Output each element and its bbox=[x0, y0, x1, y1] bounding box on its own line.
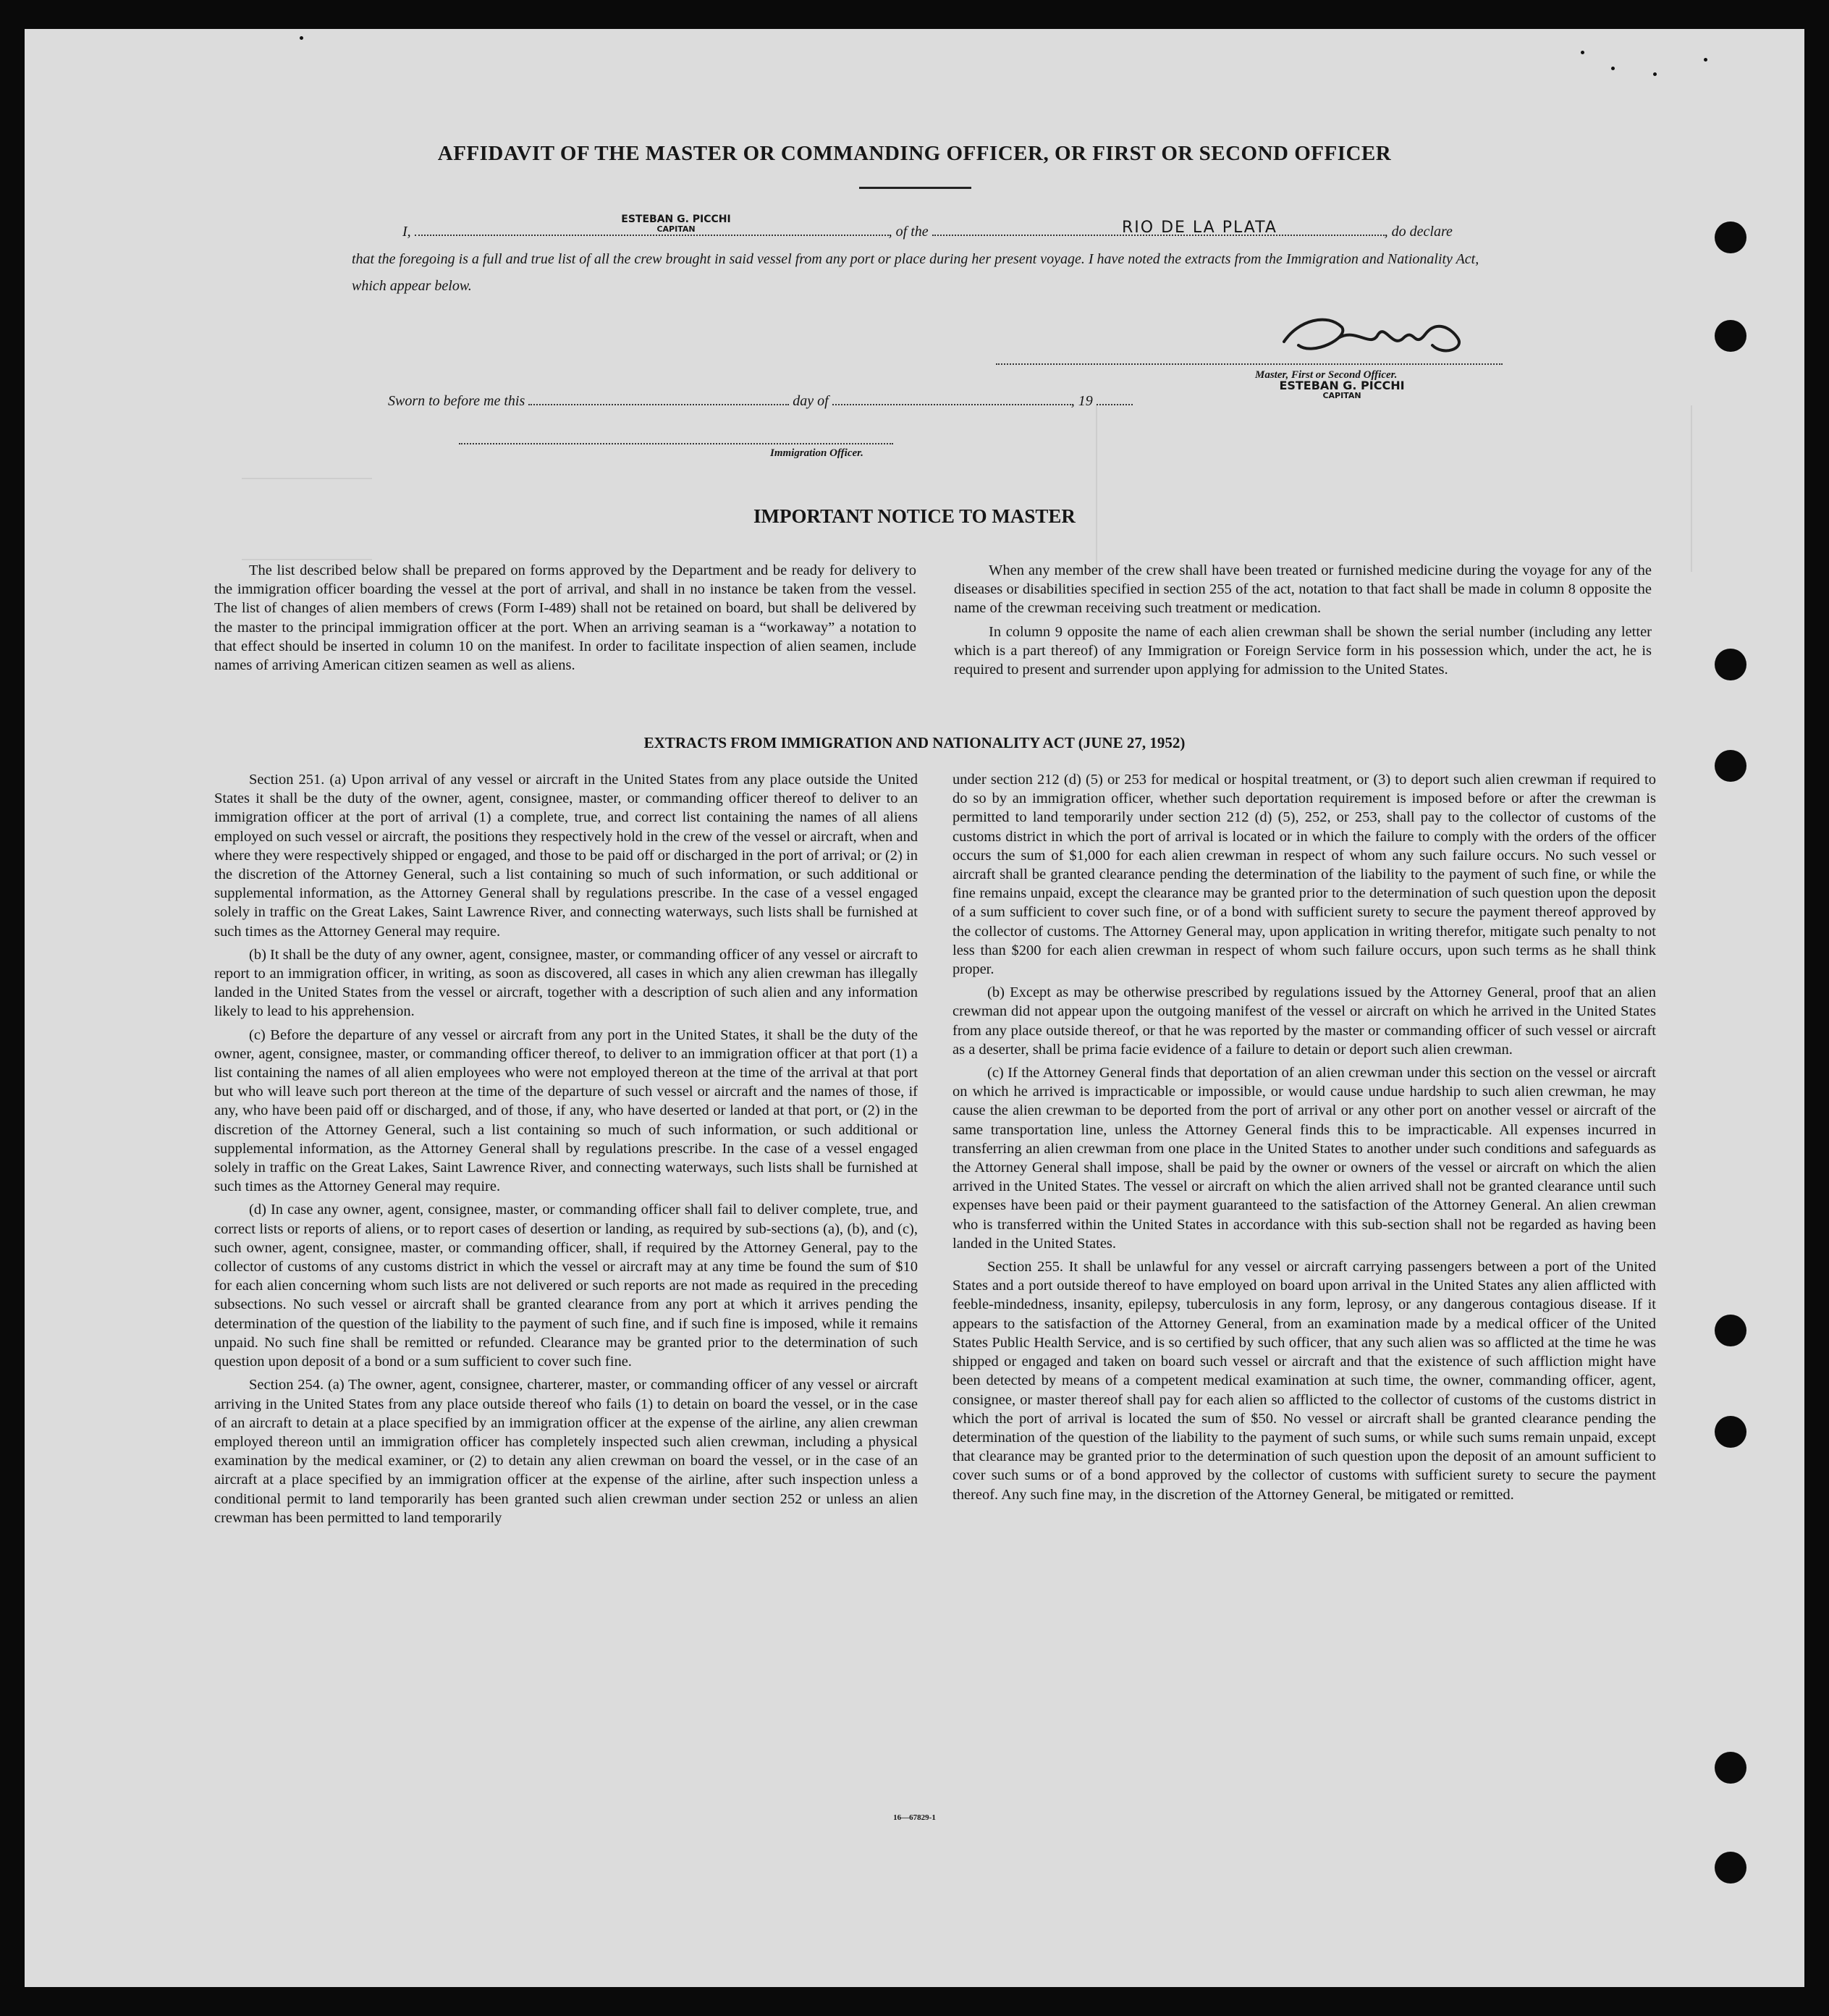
notice-paragraph: In column 9 opposite the name of each alien crewman shall be shown the serial number (including any letter which is a part thereof) of any Immigration or Foreign Service form in his possession which, under the act, he is required to present and surrender upon applying for admission to the United States. bbox=[954, 623, 1652, 678]
punch-hole bbox=[1715, 1752, 1746, 1784]
signature-line[interactable] bbox=[996, 363, 1503, 365]
form-code: 16—67829-1 bbox=[893, 1813, 936, 1822]
scan-speck bbox=[1611, 67, 1615, 70]
punch-hole bbox=[1715, 1315, 1746, 1346]
document-page bbox=[25, 29, 1804, 1987]
signature-stamp: ESTEBAN G. PICCHI CAPITAN bbox=[1279, 379, 1405, 400]
scan-speck bbox=[1653, 72, 1657, 76]
declaration-text: that the foregoing is a full and true list of all the crew brought in said vessel from any port or place during her present voyage. I have noted the extracts from the Immigration and Nationality Act, which appear below. bbox=[352, 251, 1479, 294]
declaration-line: I, , of the , do declare bbox=[402, 222, 1453, 240]
scan-speck bbox=[300, 36, 303, 40]
vessel-name-value: RIO DE LA PLATA bbox=[1122, 219, 1277, 237]
signature-scribble bbox=[1270, 305, 1479, 371]
signature-label: Master, First or Second Officer. bbox=[1255, 369, 1398, 381]
scan-speck bbox=[1581, 51, 1584, 54]
show-through-marks bbox=[1096, 405, 1692, 572]
section-paragraph: (b) It shall be the duty of any owner, agent, consignee, master, or commanding officer of any vessel or aircraft to report to an immigration officer, in writing, as soon as discovered, all cases in which any alien crewman has illegally landed in the United States from the vessel or aircraft, together with a description of such alien and any information likely to lead to his apprehension. bbox=[214, 946, 918, 1020]
title-divider bbox=[859, 187, 971, 189]
notice-paragraph: The list described below shall be prepared on forms approved by the Department and be ready for delivery to the immigration officer boarding the vessel at the port of arrival, and shall in no instance be taken from the vessel. The list of changes of alien members of crews (Form I-489) shall not be retained on board, but shall be delivered by the master to the principal immigration officer at the port. When an arriving seaman is a “workaway” a notation to that effect should be inserted in column 10 on the manifest. In order to facilitate inspection of alien seamen, include names of arriving American citizen seamen as well as aliens. bbox=[214, 562, 916, 674]
sworn-month-field[interactable] bbox=[832, 391, 1071, 405]
officer-name-stamp: ESTEBAN G. PICCHI CAPITAN bbox=[621, 214, 731, 234]
punch-hole bbox=[1715, 649, 1746, 680]
section-paragraph: Section 254. (a) The owner, agent, consignee, charterer, master, or commanding officer of any vessel or aircraft arriving in the United States from any place outside thereof who fails (1) to detain on board the vessel, or in the case of an aircraft to detain at a place specified by an immigration officer at the expense of the airline, any alien crewman employed thereon until an immigration officer has completely inspected such alien crewman, including a physical examination by the medical examiner, or (2) to detain any alien crewman on board the vessel, or in the case of an aircraft at a place specified by an immigration officer at the expense of the airline, after such inspection unless a conditional permit to land temporarily has been granted such alien crewman under section 252 or unless an alien crewman has been permitted to land temporarily bbox=[214, 1377, 918, 1526]
section-paragraph: Section 251. (a) Upon arrival of any vessel or aircraft in the United States from any place outside the United States it shall be the duty of the owner, agent, consignee, master, or commanding officer thereof to deliver to an immigration officer at the port of arrival (1) a complete, true, and correct list containing the names of all aliens employed on such vessel or aircraft, the positions they respectively hold in the crew of the vessel or aircraft, when and where they were respectively shipped or engaged, and those to be paid off or discharged in the port of arrival; or (2) in the discretion of the Attorney General, such a list containing so much of such information, or such additional or supplemental information, as the Attorney General shall by regulations prescribe. In the case of a vessel engaged solely in traffic on the Great Lakes, Saint Lawrence River, and connecting waterways, such lists shall be furnished at such times as the Attorney General may require. bbox=[214, 772, 918, 940]
extracts-right-column bbox=[952, 770, 1656, 1509]
section-paragraph: (c) Before the departure of any vessel or aircraft from any port in the United States, it shall be the duty of the owner, agent, consignee, master, or commanding officer thereof, to deliver to an immigration officer at that port (1) a list containing the names of all alien employees who were not employed thereon at the time of the arrival at that port but who will leave such port thereon at the time of the departure of such vessel or aircraft and the names of those, if any, who have been paid off or discharged, and of those, if any, who have deserted or landed at that port, or (2) in the discretion of the Attorney General, such a list containing so much of such information, or such additional or supplemental information, as the Attorney General shall by regulations prescribe. In the case of a vessel engaged solely in traffic on the Great Lakes, Saint Lawrence River, and connecting waterways, such lists shall be furnished at such times as the Attorney General may require. bbox=[214, 1026, 918, 1195]
section-paragraph: under section 212 (d) (5) or 253 for medical or hospital treatment, or (3) to deport such alien crewman if required to do so by an immigration officer, whether such deportation requirement is imposed before or after the crewman is permitted to land temporarily under section 212 (d) (5), 252, or 253, shall pay to the collector of customs of the customs district in which the port of arrival is located or in which the failure to comply with the orders of the officer occurs the sum of $1,000 for each alien crewman in respect of whom any such failure occurs. No such vessel or aircraft shall be granted clearance pending the determination of the liability to the payment of such fine, or while the fine remains unpaid, except the clearance may be granted prior to the determination of such question upon the deposit of a sum sufficient to cover such fine, or of a bond with sufficient surety to secure the payment thereof approved by the collector of customs. The Attorney General may, upon application in writing therefor, mitigate such penalty to not less than $200 for each alien crewman in respect of whom such failure occurs, upon such terms as he shall think proper. bbox=[952, 772, 1656, 978]
punch-hole bbox=[1715, 222, 1746, 253]
notice-title: IMPORTANT NOTICE TO MASTER bbox=[753, 505, 1076, 527]
sworn-year-field[interactable] bbox=[1097, 391, 1133, 405]
page-title: AFFIDAVIT OF THE MASTER OR COMMANDING OFFICER, OR FIRST OR SECOND OFFICER bbox=[437, 142, 1392, 165]
punch-hole bbox=[1715, 1852, 1746, 1884]
immigration-officer-line[interactable] bbox=[459, 443, 893, 444]
punch-hole bbox=[1715, 1416, 1746, 1448]
immigration-officer-label: Immigration Officer. bbox=[770, 447, 863, 459]
section-paragraph: (b) Except as may be otherwise prescribed by regulations issued by the Attorney General, proof that an alien crewman did not appear upon the outgoing manifest of the vessel or aircraft on which he arrived in the United States from any place outside thereof, or that he was reported by the master or commanding officer of such vessel or aircraft as a deserter, shall be prima facie evidence of a failure to detain or deport such alien crewman. bbox=[952, 984, 1656, 1058]
extracts-title: EXTRACTS FROM IMMIGRATION AND NATIONALITY ACT (JUNE 27, 1952) bbox=[643, 734, 1186, 751]
punch-hole bbox=[1715, 320, 1746, 352]
sworn-line: Sworn to before me this day of , 19 bbox=[388, 391, 1133, 410]
section-paragraph: Section 255. It shall be unlawful for any vessel or aircraft carrying passengers between a port of the United States and a port outside thereof to have employed on board upon arrival in the United States any alien afflicted with feeble-mindedness, insanity, epilepsy, tuberculosis in any form, leprosy, or any dangerous contagious disease. If it appears to the satisfaction of the Attorney General, from an examination made by a medical officer of the United States Public Health Service, and is so certified by such officer, that any such alien was so afflicted at the time he was shipped or engaged and taken on board such vessel or aircraft and that the existence of such affliction might have been detected by means of a competent medical examination at such time, the owner, commanding officer, agent, consignee, or master thereof shall pay for each alien so afflicted to the collector of customs of the customs district in which the port of arrival is located the sum of $50. No vessel or aircraft shall be granted clearance pending the determination of the question of the liability to the payment of such sums, or while such sums remain unpaid, except that clearance may be granted prior to the determination of such question upon the deposit of an amount sufficient to cover such sums or of a bond approved by the collector of customs with sufficient surety to secure the payment thereof. Any such fine may, in the discretion of the Attorney General, be mitigated or remitted. bbox=[952, 1259, 1656, 1503]
section-paragraph: (c) If the Attorney General finds that deportation of an alien crewman under this section on the vessel or aircraft on which he arrived is impracticable or impossible, or would cause undue hardship to such alien crewman, he may cause the alien crewman to be deported from the port of arrival or any other port on another vessel or aircraft of the same transportation line, unless the Attorney General finds this to be impracticable. All expenses incurred in transferring an alien crewman from one place in the United States to another under such conditions and safeguards as the Attorney General shall impose, shall be paid by the owner or owners of the vessel or aircraft on which the alien arrived in the United States. The vessel or aircraft on which the alien arrived shall not be granted clearance until such expenses have been paid or their payment guaranteed to the satisfaction of the Attorney General. An alien crewman who is transferred within the United States in accordance with this sub-section shall not be regarded as having been landed in the United States. bbox=[952, 1065, 1656, 1252]
notice-left-column bbox=[214, 561, 916, 679]
extracts-left-column bbox=[214, 770, 918, 1532]
notice-right-column bbox=[954, 561, 1652, 683]
section-paragraph: (d) In case any owner, agent, consignee, master, or commanding officer shall fail to deliver complete, true, and correct lists or reports of aliens, or to report cases of desertion or landing, as required by sub-sections (a), (b), and (c), such owner, agent, consignee, master, or commanding officer, shall, if required by the Attorney General, pay to the collector of customs of any customs district in which the vessel or aircraft may at any time be found the sum of $10 for each alien concerning whom such lists are not delivered or such reports are not made as required in the preceding subsections. No such vessel or aircraft shall be granted clearance from any port at which it arrives pending the determination of the question of the liability to the payment of such fine, and if such fine is imposed, while it remains unpaid. No such fine shall be remitted or refunded. Clearance may be granted prior to the determination of such question upon deposit of a bond or a sum sufficient to cover such fine. bbox=[214, 1202, 918, 1370]
punch-hole bbox=[1715, 750, 1746, 782]
scan-speck bbox=[1704, 58, 1707, 62]
notice-paragraph: When any member of the crew shall have been treated or furnished medicine during the voyage for any of the diseases or disabilities specified in section 255 of the act, notation to that fact shall be made in column 8 opposite the name of the crewman receiving such treatment or medication. bbox=[954, 562, 1652, 617]
sworn-day-field[interactable] bbox=[528, 391, 789, 405]
